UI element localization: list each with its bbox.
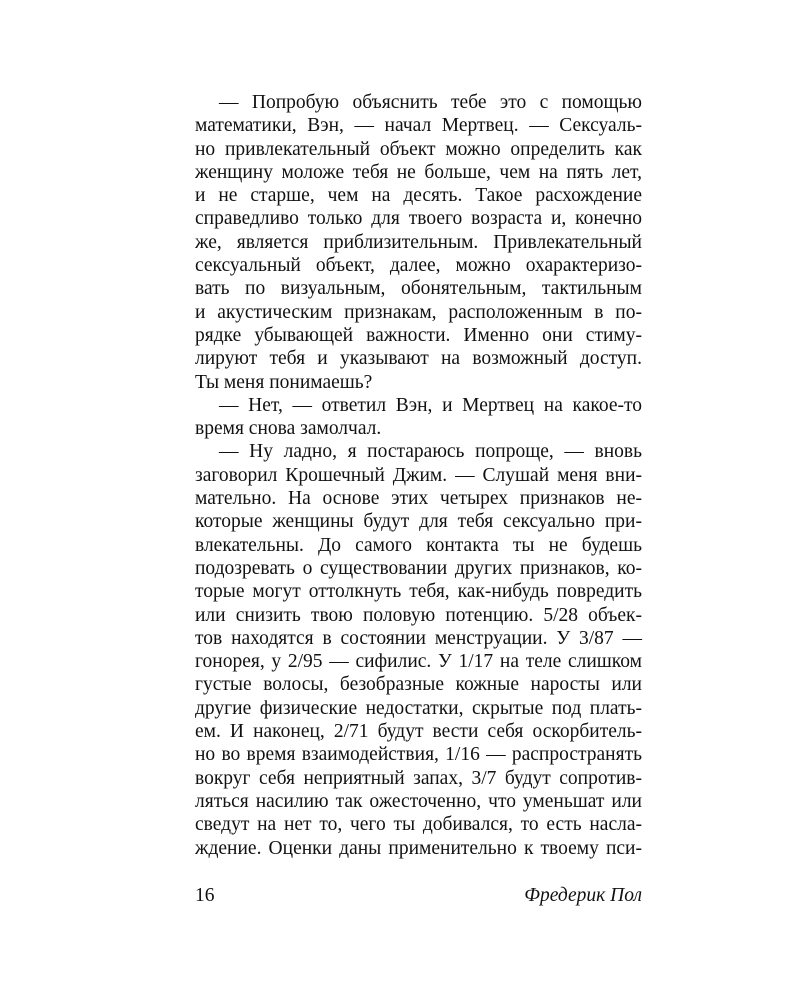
text-line: же, является приблизительным. Привлекательный bbox=[195, 231, 642, 253]
text-line: и акустическим признакам, расположенным в по- bbox=[195, 301, 642, 323]
text-line: вать по визуальным, обонятельным, тактильным bbox=[195, 278, 642, 300]
text-line: лируют тебя и указывают на возможный доступ. bbox=[195, 348, 642, 370]
text-line: но во время взаимодействия, 1/16 — распространять bbox=[195, 744, 642, 766]
text-line: сексуальный объект, далее, можно охарактеризо- bbox=[195, 255, 642, 277]
page-number: 16 bbox=[195, 885, 215, 906]
text-line: которые женщины будут для тебя сексуально при- bbox=[195, 511, 642, 533]
text-line: мательно. На основе этих четырех признаков не- bbox=[195, 488, 642, 510]
text-line: и не старше, чем на десять. Такое расхождение bbox=[195, 185, 642, 207]
text-line: рядке убывающей важности. Именно они стиму- bbox=[195, 324, 642, 346]
text-line: ждение. Оценки даны применительно к твоему пси- bbox=[195, 837, 642, 859]
text-line: — Ну ладно, я постараюсь попроще, — вновь bbox=[219, 441, 642, 463]
text-line: густые волосы, безобразные кожные наросты или bbox=[195, 674, 642, 696]
text-line: но привлекательный объект можно определить как bbox=[195, 138, 642, 160]
page-footer bbox=[195, 883, 642, 909]
book-page-text bbox=[195, 91, 642, 860]
text-line: время снова замолчал. bbox=[195, 418, 382, 440]
text-line: сведут на нет то, чего ты добивался, то есть насла- bbox=[195, 814, 642, 836]
text-line: Ты меня понимаешь? bbox=[195, 371, 373, 393]
text-line: тов находятся в состоянии менструации. У 3/87 — bbox=[195, 627, 642, 649]
text-line: или снизить твою половую потенцию. 5/28 объек- bbox=[195, 604, 642, 626]
text-line: подозревать о существовании других признаков, ко- bbox=[195, 557, 642, 579]
text-line: гонорея, у 2/95 — сифилис. У 1/17 на теле слишком bbox=[195, 651, 642, 673]
text-line: другие физические недостатки, скрытые под плать- bbox=[195, 697, 642, 719]
text-line: — Нет, — ответил Вэн, и Мертвец на какое-то bbox=[219, 394, 642, 416]
text-line: торые могут оттолкнуть тебя, как-нибудь повредить bbox=[195, 581, 642, 603]
text-line: математики, Вэн, — начал Мертвец. — Сексуаль- bbox=[195, 115, 642, 137]
text-line: ем. И наконец, 2/71 будут вести себя оскорбитель- bbox=[195, 721, 642, 743]
running-head-author: Фредерик Пол bbox=[524, 885, 642, 906]
text-line: влекательны. До самого контакта ты не будешь bbox=[195, 534, 642, 556]
text-line: заговорил Крошечный Джим. — Слушай меня вни- bbox=[195, 464, 642, 486]
text-line: — Попробую объяснить тебе это с помощью bbox=[219, 92, 642, 113]
text-line: вокруг себя неприятный запах, 3/7 будут сопротив- bbox=[195, 767, 642, 789]
text-line: ляться насилию так ожесточенно, что уменьшат или bbox=[195, 790, 642, 812]
text-line: женщину моложе тебя не больше, чем на пять лет, bbox=[195, 161, 642, 183]
text-line: справедливо только для твоего возраста и, конечно bbox=[195, 208, 642, 230]
